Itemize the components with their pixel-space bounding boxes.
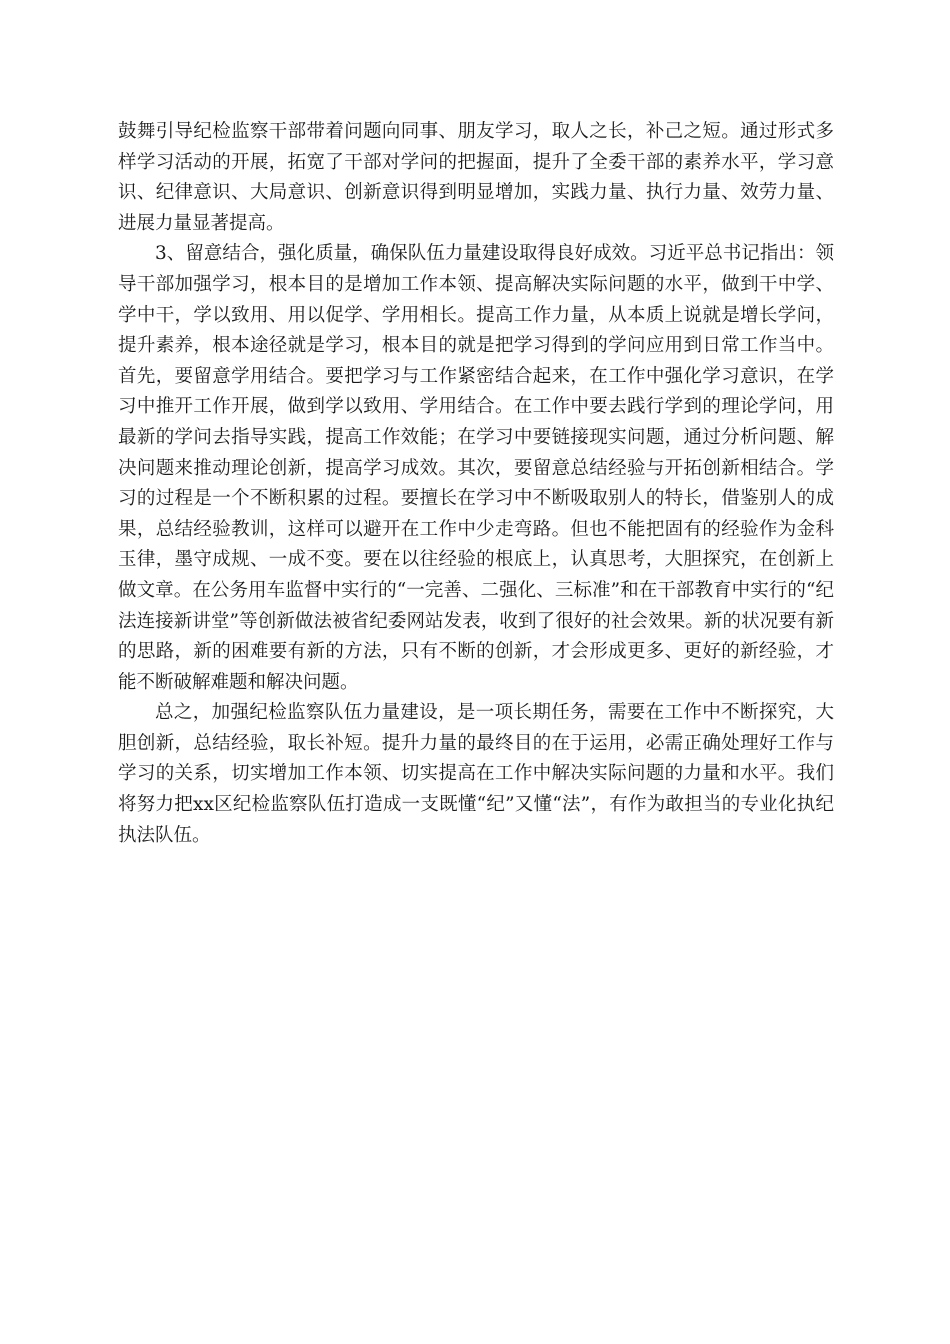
paragraph-section-3: 3、留意结合，强化质量，确保队伍力量建设取得良好成效。习近平总书记指出：领导干部加强学习，根本目的是增加工作本领、提高解决实际问题的水平，做到干中学、学中干，学以致用、用以促学、学用相长。提高工作力量，从本质上说就是增长学问，提升素养，根本途径就是学习，根本目的就是把学习得到的学问应用到日常工作当中。首先，要留意学用结合。要把学习与工作紧密结合起来，在工作中强化学习意识，在学习中推开工作开展，做到学以致用、学用结合。在工作中要去践行学到的理论学问，用最新的学问去指导实践，提高工作效能；在学习中要链接现实问题，通过分析问题、解决问题来推动理论创新，提高学习成效。其次，要留意总结经验与开拓创新相结合。学习的过程是一个不断积累的过程。要擅长在学习中不断吸取别人的特长，借鉴别人的成果，总结经验教训，这样可以避开在工作中少走弯路。但也不能把固有的经验作为金科玉律，墨守成规、一成不变。要在以往经验的根底上，认真思考，大胆探究，在创新上做文章。在公务用车监督中实行的“一完善、二强化、三标准”和在干部教育中实行的“纪法连接新讲堂”等创新做法被省纪委网站发表，收到了很好的社会效果。新的状况要有新的思路，新的困难要有新的方法，只有不断的创新，才会形成更多、更好的新经验，才能不断破解难题和解决问题。 bbox=[118, 243, 834, 693]
paragraph-conclusion: 总之，加强纪检监察队伍力量建设，是一项长期任务，需要在工作中不断探究，大胆创新，总结经验，取长补短。提升力量的最终目的在于运用，必需正确处理好工作与学习的关系，切实增加工作本领、切实提高在工作中解决实际问题的力量和水平。我们将努力把xx区纪检监察队伍打造成一支既懂“纪”又懂“法”，有作为敢担当的专业化执纪执法队伍。 bbox=[118, 702, 834, 846]
paragraph-continuation: 鼓舞引导纪检监察干部带着问题向同事、朋友学习，取人之长，补己之短。通过形式多样学习活动的开展，拓宽了干部对学问的把握面，提升了全委干部的素养水平，学习意识、纪律意识、大局意识、创新意识得到明显增加，实践力量、执行力量、效劳力量、进展力量显著提高。 bbox=[118, 121, 834, 234]
document-body bbox=[118, 117, 834, 851]
